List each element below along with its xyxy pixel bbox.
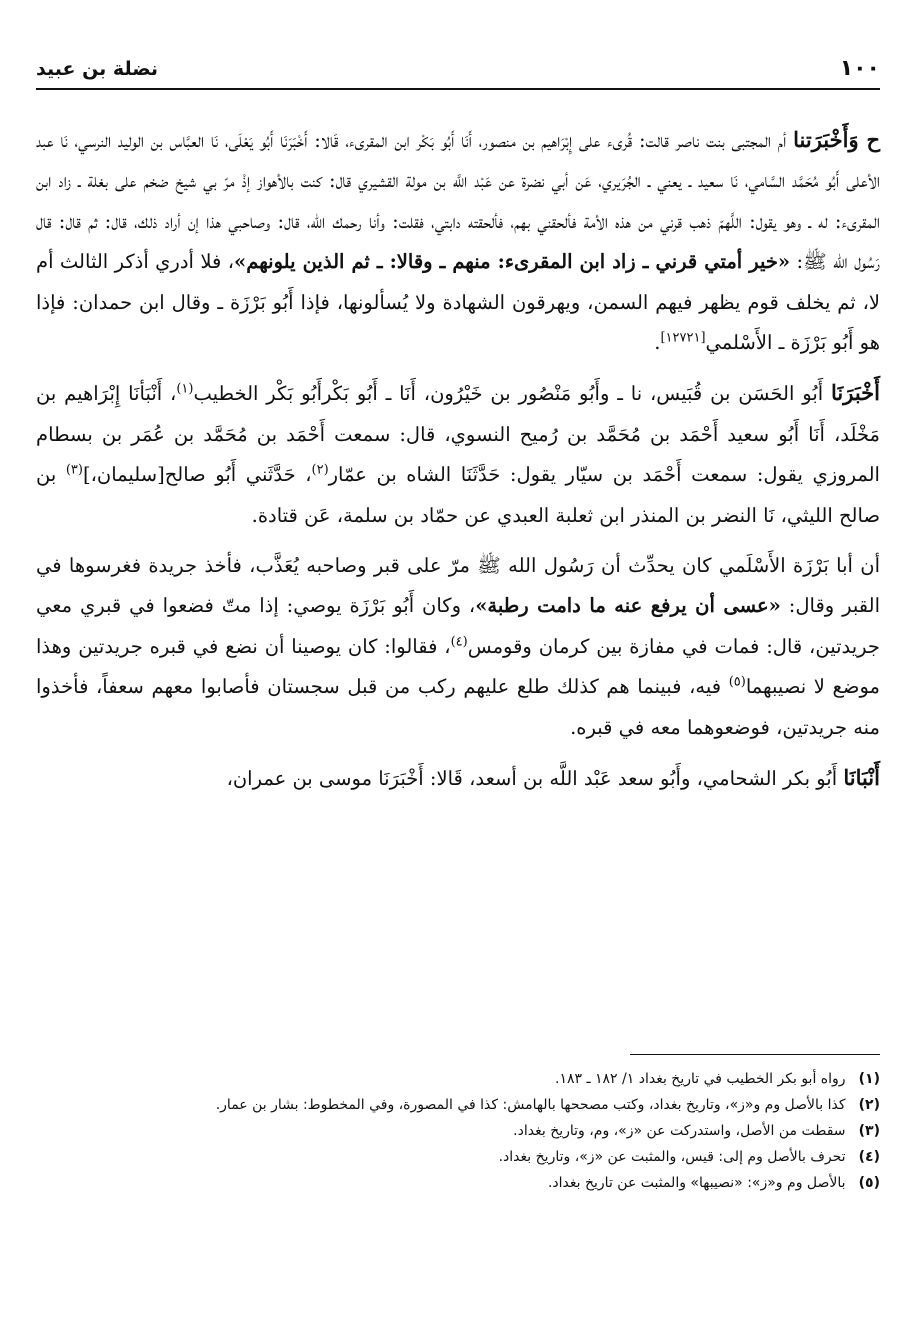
footnote-number: (٣) (858, 1123, 880, 1139)
footnote-reference: (٣) (65, 462, 83, 478)
text-segment: ، فقالوا: كان يوصينا أن نضع في قبره جريدتين وهذا موضع لا نصيبهما (36, 634, 880, 699)
footnote (36, 1170, 880, 1196)
paragraph (36, 546, 880, 748)
footnote (36, 1118, 880, 1144)
text-segment: أَبُو بكر الشحامي، وأَبُو سعد عَبْد اللَّه بن أسعد، قَالا: أَخْبَرَنَا موسى بن عمران، (226, 767, 844, 791)
footnote-reference: (٥) (728, 674, 746, 690)
text-segment: بن صالح الليثي، نَا النضر بن المنذر ابن ثعلبة العبدي عن حمّاد بن سلمة، عَن قتادة. (36, 463, 880, 527)
text-segment: أَبُو الحَسَن بن قُبَيس، نا ـ وأَبُو مَنْصُور بن خَيْرُون، أَنَا ـ أَبُو بَكْرأَبُو بَكْر الخطيب (193, 382, 832, 406)
footnote-reference: (١) (176, 381, 194, 397)
footnote-reference: (٢) (311, 462, 329, 478)
text-segment: . (654, 331, 661, 355)
footnote-text: رواه أبو بكر الخطيب في تاريخ بغداد ١/ ١٨٢ ـ ١٨٣. (554, 1071, 850, 1087)
footnotes (36, 1066, 880, 1196)
footnote-separator (630, 1054, 880, 1055)
footnote-text: كذا بالأصل وم و«ز»، وتاريخ بغداد، وكتب مصححها بالهامش: كذا في المصورة، وفي المخطوط: بشار بن عمار. (215, 1097, 850, 1113)
footnote-number: (٥) (858, 1175, 880, 1191)
footnote-text: تحرف بالأصل وم إلى: قيس، والمثبت عن «ز»، وتاريخ بغداد. (498, 1149, 850, 1165)
footnote-reference: (٤) (450, 634, 468, 650)
paragraph (36, 373, 880, 536)
paragraph-lead: ح وَأَخْبَرَتنا (793, 127, 880, 152)
footnote-text: سقطت من الأصل، واستدركت عن «ز»، وم، وتاريخ بغداد. (513, 1123, 850, 1139)
text-segment: ، فلا أدري أذكر الثالث أم لا، ثم يخلف قوم يظهر فيهم السمن، ويهرقون الشهادة ولا يُسألونها، فإذا أَبُو بَرْزَة ـ وقال ابن حمدان: فإذا هو أَبُو بَرْزَة ـ الأَسْلمي (36, 250, 880, 355)
text-segment: ، وكان أَبُو بَرْزَة يوصي: إذا متّ فضعوا في قبري معي جريدتين، قال: فمات في مفازة بين كرمان وقومس (36, 594, 880, 658)
text-segment: أن أبا بَرْزَة الأَسْلَمي كان يحدِّث أن رَسُول الله ﷺ مرّ على قبر وصاحبه يُعَذَّب، فأخذ جريدة فغرسوها في القبر وقال: (36, 554, 880, 618)
page-number: ١٠٠ (839, 56, 880, 81)
footnote-reference: [١٢٧٢١] (660, 330, 706, 346)
footnote-text: بالأصل وم و«ز»: «نصيبها» والمثبت عن تاريخ بغداد. (547, 1175, 850, 1191)
footnote (36, 1144, 880, 1170)
hadith-text: «عسى أن يرفع عنه ما دامت رطبة» (475, 594, 781, 618)
paragraph (36, 758, 880, 799)
text-segment: أم المجتبى بنت ناصر قالت: قُرىء على إِبْرَاهيم بن منصور، أَنَا أَبُو بَكْر ابن المقرىء، قَالا: أَخْبَرَنَا أَبُو يَعْلَى، نَا العبَّاس بن الوليد النرسي، نَا عبد الأعلى أَبُو مُحَمَّد السَّامي، نَا سعيد ـ يعني ـ الجُرَيري، عَن أبي نضرة عن عَبْد اللَّه بن مولة القشيري قال: كنت بالأهواز إذْ مرّ بي شيخ ضخم على بغلة ـ زاد ابن المقرىء: له ـ وهو يقول: اللَّهمّ ذهب قرني من هذه الأمة فألحقني بهم، فألحقته دابتي، فقلت: وأنا رحمك الله، قال: وصاحبي هذا إن أراد ذلك، قال: ثم قال: قال رَسُول الله ﷺ: (36, 129, 880, 274)
footnote-number: (٤) (858, 1149, 880, 1165)
footnote (36, 1092, 880, 1118)
main-text (36, 120, 880, 810)
running-title: نضلة بن عبيد (36, 58, 159, 80)
footnote-number: (١) (858, 1071, 880, 1087)
text-segment: ، أَنْبَأنَا إِبْرَاهيم بن مَخْلَد، أَنَا أَبُو سعيد أَحْمَد بن مُحَمَّد بن رُميح النسوي، قال: سمعت أَحْمَد بن مُحَمَّد بن عُمَر بن بسطام المروزي يقول: سمعت أَحْمَد بن سيّار يقول: حَدَّثَنَا الشاه بن عمّار (36, 382, 880, 487)
text-segment: ، حَدَّثَني أَبُو صالح[سليمان،] (82, 463, 312, 487)
text-segment: فيه، فبينما هم كذلك طلع عليهم ركب من قبل سجستان فأصابوا معهم سعفاً، فأخذوا منه جريدتين، فوضعوهما معه في قبره. (36, 675, 880, 739)
paragraph (36, 120, 880, 363)
paragraph-lead: أَخْبَرَنَا (831, 380, 880, 406)
paragraph-lead: أَنْبَانَا (843, 765, 880, 791)
footnote-number: (٢) (858, 1097, 880, 1113)
page-header (36, 44, 880, 90)
footnote (36, 1066, 880, 1092)
hadith-text: «خير أمتي قرني ـ زاد ابن المقرىء: منهم ـ وقالا: ـ ثم الذين يلونهم» (234, 250, 791, 274)
